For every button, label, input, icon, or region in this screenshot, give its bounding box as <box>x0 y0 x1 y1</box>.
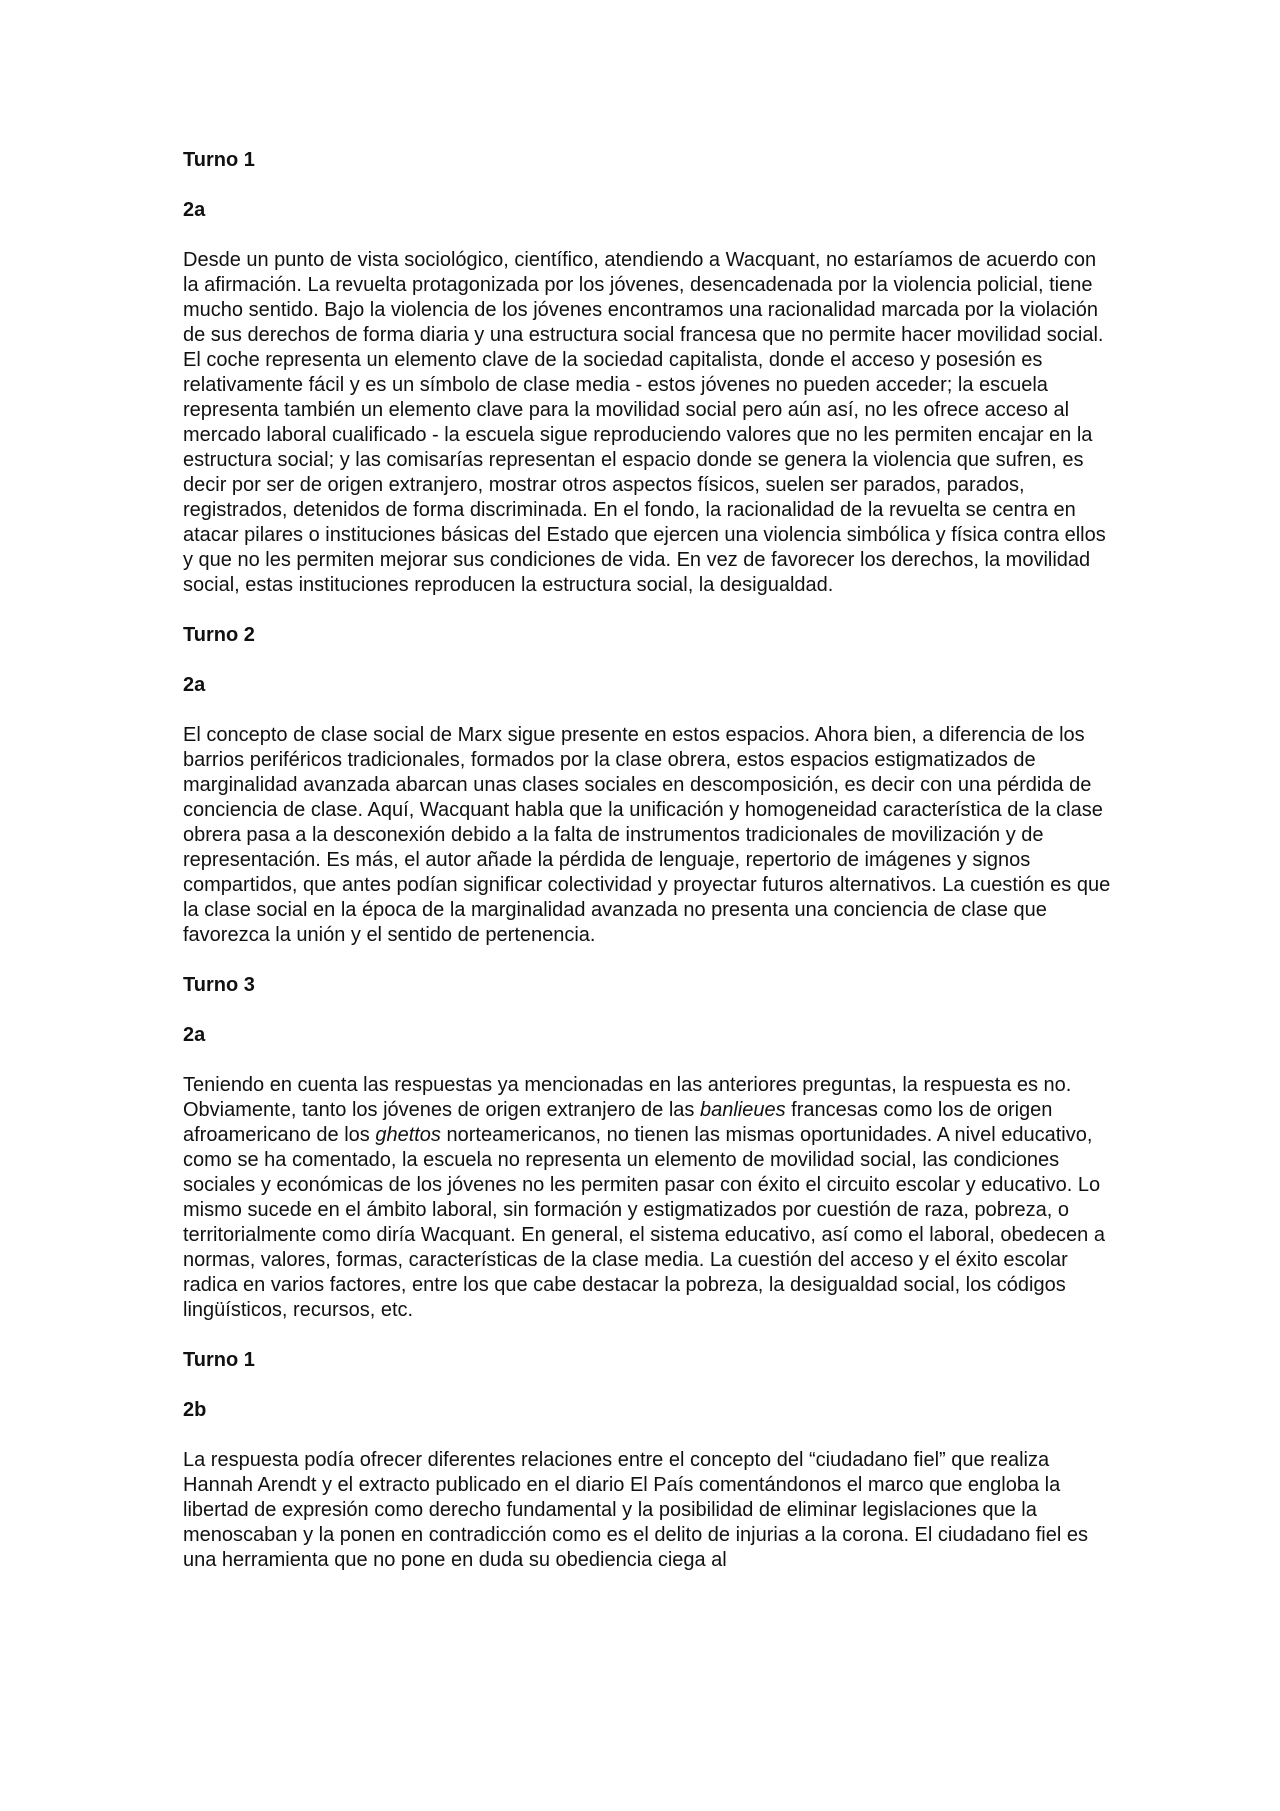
answer-text: Desde un punto de vista sociológico, científico, atendiendo a Wacquant, no estaríamos de acuerdo con la afirmación. La revuelta protagonizada por los jóvenes, desencadenada por la violencia policial, tiene mucho sentido. Bajo la violencia de los jóvenes encontramos una racionalidad marcada por la violación de sus derechos de forma diaria y una estructura social francesa que no permite hacer movilidad social. El coche representa un elemento clave de la sociedad capitalista, donde el acceso y posesión es relativamente fácil y es un símbolo de clase media - estos jóvenes no pueden acceder; la escuela representa también un elemento clave para la movilidad social pero aún así, no les ofrece acceso al mercado laboral cualificado - la escuela sigue reproduciendo valores que no les permiten encajar en la estructura social; y las comisarías representan el espacio donde se genera la violencia que sufren, es decir por ser de origen extranjero, mostrar otros aspectos físicos, suelen ser parados, parados, registrados, detenidos de forma discriminada. En el fondo, la racionalidad de la revuelta se centra en atacar pilares o instituciones básicas del Estado que ejercen una violencia simbólica y física contra ellos y que no les permiten mejorar sus condiciones de vida. En vez de favorecer los derechos, la movilidad social, estas instituciones reproducen la estructura social, la desigualdad. <box>183 249 1106 596</box>
answer-text: Teniendo en cuenta las respuestas ya mencionadas en las anteriores preguntas, la respuesta es no. Obviamente, tanto los jóvenes de origen extranjero de las <box>183 1074 1072 1121</box>
turno-heading: Turno 3 <box>183 974 255 996</box>
section-turno-1-2a <box>183 148 1113 598</box>
document-page <box>183 148 1113 1598</box>
answer-text: norteamericanos, no tienen las mismas oportunidades. A nivel educativo, como se ha comentado, la escuela no representa un elemento de movilidad social, las condiciones sociales y económicas de los jóvenes no les permiten pasar con éxito el circuito escolar y educativo. Lo mismo sucede en el ámbito laboral, sin formación y estigmatizados por cuestión de raza, pobreza, o territorialmente como diría Wacquant. En general, el sistema educativo, así como el laboral, obedecen a normas, valores, formas, características de la clase media. La cuestión del acceso y el éxito escolar radica en varios factores, entre los que cabe destacar la pobreza, la desigualdad social, los códigos lingüísticos, recursos, etc. <box>183 1124 1105 1321</box>
turno-heading: Turno 1 <box>183 1349 255 1371</box>
question-heading: 2b <box>183 1399 207 1421</box>
answer-paragraph <box>183 723 1113 948</box>
section-turno-3-2a <box>183 973 1113 1323</box>
turno-heading: Turno 1 <box>183 149 255 171</box>
answer-paragraph <box>183 1073 1113 1323</box>
answer-paragraph <box>183 1448 1113 1573</box>
turno-heading: Turno 2 <box>183 624 255 646</box>
question-heading: 2a <box>183 674 206 696</box>
question-heading: 2a <box>183 1024 206 1046</box>
question-heading: 2a <box>183 199 206 221</box>
answer-text: francesas como los de origen afroamericano de los <box>183 1099 1053 1146</box>
section-turno-2-2a <box>183 623 1113 948</box>
answer-text-italic: ghettos <box>375 1124 441 1146</box>
answer-text: La respuesta podía ofrecer diferentes relaciones entre el concepto del “ciudadano fiel” que realiza Hannah Arendt y el extracto publicado en el diario El País comentándonos el marco que engloba la libertad de expresión como derecho fundamental y la posibilidad de eliminar legislaciones que la menoscaban y la ponen en contradicción como es el delito de injurias a la corona. El ciudadano fiel es una herramienta que no pone en duda su obediencia ciega al <box>183 1449 1088 1571</box>
answer-text: El concepto de clase social de Marx sigue presente en estos espacios. Ahora bien, a diferencia de los barrios periféricos tradicionales, formados por la clase obrera, estos espacios estigmatizados de marginalidad avanzada abarcan unas clases sociales en descomposición, es decir con una pérdida de conciencia de clase. Aquí, Wacquant habla que la unificación y homogeneidad característica de la clase obrera pasa a la desconexión debido a la falta de instrumentos tradicionales de movilización y de representación. Es más, el autor añade la pérdida de lenguaje, repertorio de imágenes y signos compartidos, que antes podían significar colectividad y proyectar futuros alternativos. La cuestión es que la clase social en la época de la marginalidad avanzada no presenta una conciencia de clase que favorezca la unión y el sentido de pertenencia. <box>183 724 1111 946</box>
section-turno-1-2b <box>183 1348 1113 1573</box>
answer-text-italic: banlieues <box>699 1099 786 1121</box>
answer-paragraph <box>183 248 1113 598</box>
